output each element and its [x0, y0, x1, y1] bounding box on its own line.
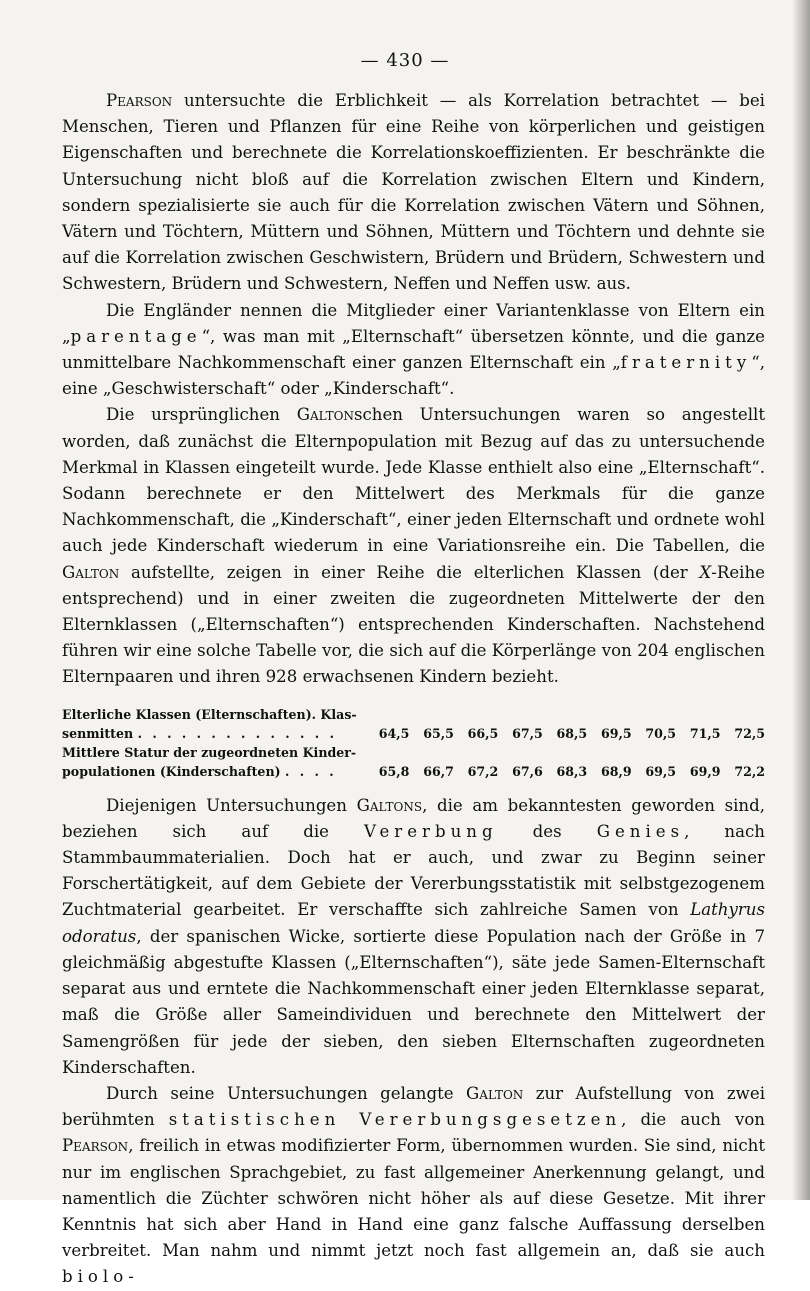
row-label: Elterliche Klassen (Elternschaften). Klas- [62, 706, 357, 722]
table-cell: 69,5 [600, 725, 632, 741]
paragraph-text: untersuchte die Erblichkeit — als Korrelation betrachtet — bei Menschen, Tieren und Pflanzen für eine Reihe von körperlichen und geistigen Eigenschaften und berechnete die Korrelationskoeffizienten. Er beschränkte die Untersuchung nicht bloß auf die Korrelation zwischen Eltern und Kindern, sondern spezialisierte sie auch für die Korrelation zwischen Vätern und Söhnen, Vätern und Töchtern, Müttern und Söhnen, Müttern und Töchtern und dehnte sie auf die Korrelation zwischen Geschwistern, Brüdern und Brüdern, Schwestern und Schwestern, Brüdern und Schwestern, Neffen und Neffen usw. aus. [62, 91, 765, 294]
paragraph-parentage [62, 298, 765, 403]
paragraph-text: des [497, 821, 597, 841]
row-label: Mittlere Statur der zugeordneten Kinder- [62, 744, 357, 760]
table-row [62, 743, 765, 762]
paragraph-text: “, was man mit „Elternschaft“ übersetzen könnte, und die ganze unmittelbare Nachkommenschaft einer ganzen Elternschaft ein „ [62, 326, 765, 373]
spaced-term: parentage [70, 326, 202, 346]
page-edge-shadow [792, 0, 810, 1200]
table-cell: 64,5 [378, 725, 410, 741]
paragraph-text: , die am bekanntesten geworden sind, beziehen sich auf die [62, 795, 765, 841]
row-label-text: senmitten [62, 725, 134, 741]
table-cell: 72,2 [734, 763, 765, 779]
variable-symbol: X [699, 562, 712, 582]
table-cell: 66,5 [467, 725, 499, 741]
table-cell: 69,9 [689, 763, 721, 779]
table-cell: 68,9 [600, 763, 632, 779]
author-name: Galton [296, 405, 354, 425]
table-cell: 71,5 [689, 725, 721, 741]
table-row [62, 705, 765, 724]
row-label [62, 724, 365, 743]
species-name: Lathyrus odoratus [62, 900, 765, 946]
spaced-term: biolo- [62, 1267, 139, 1287]
spaced-term: fraternity [620, 353, 752, 373]
table-cell: 66,7 [423, 763, 454, 779]
paragraph-text: Durch seine Untersuchungen gelangte [106, 1083, 467, 1103]
author-name: Galtons [356, 795, 423, 815]
table-cell: 67,5 [512, 725, 543, 741]
paragraph-galton-method [62, 402, 765, 690]
paragraph-text: aufstellte, zeigen in einer Reihe die elterlichen Klassen (der [119, 562, 700, 582]
paragraph-text: -Reihe entsprechend) und in einer zweiten die zugeordneten Mittelwerte der den Elternklassen („Elternschaften“) entsprechenden Kinderschaften. Nachstehend führen wir eine solche Tabelle vor, die sich auf die Körperlänge von 204 englischen Elternpaaren und ihren 928 erwachsenen Kindern bezieht. [62, 562, 765, 687]
leader-dots: . . . . . . . . . . . . . . [137, 725, 337, 741]
paragraph-text: schen Untersuchungen waren so angestellt worden, daß zunächst die Elternpopulation mit Bezug auf das zu untersuchende Merkmal in Klassen eingeteilt wurde. Jede Klasse enthielt also eine „Elternschaft“. Sodann berechnete er den Mittelwert des Merkmals für die ganze Nachkommenschaft, die „Kinderschaft“, einer jeden Elternschaft und ordnete wohl auch jede Kinderschaft wiederum in eine Variationsreihe ein. Die Tabellen, die [62, 405, 765, 556]
author-name: Galton [62, 562, 120, 582]
leader-dots: . . . . [284, 763, 337, 779]
row-label-text: populationen (Kinderschaften) [62, 763, 281, 779]
stature-table [62, 705, 765, 781]
paragraph-galton-genius [62, 793, 765, 1081]
table-cell: 68,3 [556, 763, 588, 779]
paragraph-pearson [62, 88, 765, 298]
spaced-term: statistischen Vererbungsgesetzen [168, 1110, 622, 1130]
page-body [62, 88, 765, 1291]
spaced-term: Genies [596, 821, 685, 841]
paragraph-text: “, eine „Geschwisterschaft“ oder „Kinderschaft“. [62, 353, 765, 399]
author-name: Pearson [62, 1136, 129, 1156]
table-cell: 67,6 [512, 763, 543, 779]
paragraph-text: Die ursprünglichen [106, 405, 297, 425]
author-name: Galton [466, 1083, 524, 1103]
row-label [62, 762, 365, 781]
table-cell: 70,5 [645, 725, 677, 741]
table-cell: 65,5 [423, 725, 454, 741]
table-cell: 72,5 [734, 725, 765, 741]
page-number: — 430 — [360, 50, 450, 71]
paragraph-text: Diejenigen Untersuchungen [106, 795, 357, 815]
author-name: Pearson [106, 91, 173, 110]
table-cell: 65,8 [378, 763, 410, 779]
paragraph-text: , nach Stammbaummaterialien. Doch hat er auch, und zwar zu Beginn seiner Forschertätigkeit, auf dem Gebiete der Vererbungsstatistik mit selbstgezogenem Zuchtmaterial gearbeitet. Er verschaffte sich zahlreiche Samen von [62, 821, 765, 920]
paragraph-text: , die auch von [621, 1110, 765, 1130]
paragraph-text: zur Aufstellung von zwei berühmten [62, 1083, 765, 1130]
table-cell: 69,5 [645, 763, 677, 779]
table-cell: 67,2 [467, 763, 499, 779]
table-row [62, 762, 765, 781]
paragraph-laws [62, 1081, 765, 1291]
table-cell: 68,5 [556, 725, 588, 741]
paragraph-text: , der spanischen Wicke, sortierte diese Population nach der Größe in 7 gleichmäßig abgestufte Klassen („Elternschaften“), säte jede Samen-Elternschaft separat aus und erntete die Nachkommenschaft einer jeden Elternklasse separat, maß die Größe aller Sameindividuen und berechnete den Mittelwert der Samengrößen für jede der sieben, den sieben Elternschaften zugeordneten Kinderschaften. [62, 926, 765, 1077]
paragraph-text: Die Engländer nennen die Mitglieder einer Variantenklasse von Eltern ein „ [62, 300, 765, 346]
table-row [62, 724, 765, 743]
paragraph-text: , freilich in etwas modifizierter Form, übernommen wurden. Sie sind, nicht nur im englischen Sprachgebiet, zu fast allgemeiner Anerkennung gelangt, und namentlich die Züchter schwören nicht höher als auf diese Gesetze. Mit ihrer Kenntnis hat sich aber Hand in Hand eine ganz falsche Auffassung derselben verbreitet. Man nahm und nimmt jetzt noch fast allgemein an, daß sie auch [62, 1136, 765, 1261]
spaced-term: Vererbung [364, 821, 498, 841]
